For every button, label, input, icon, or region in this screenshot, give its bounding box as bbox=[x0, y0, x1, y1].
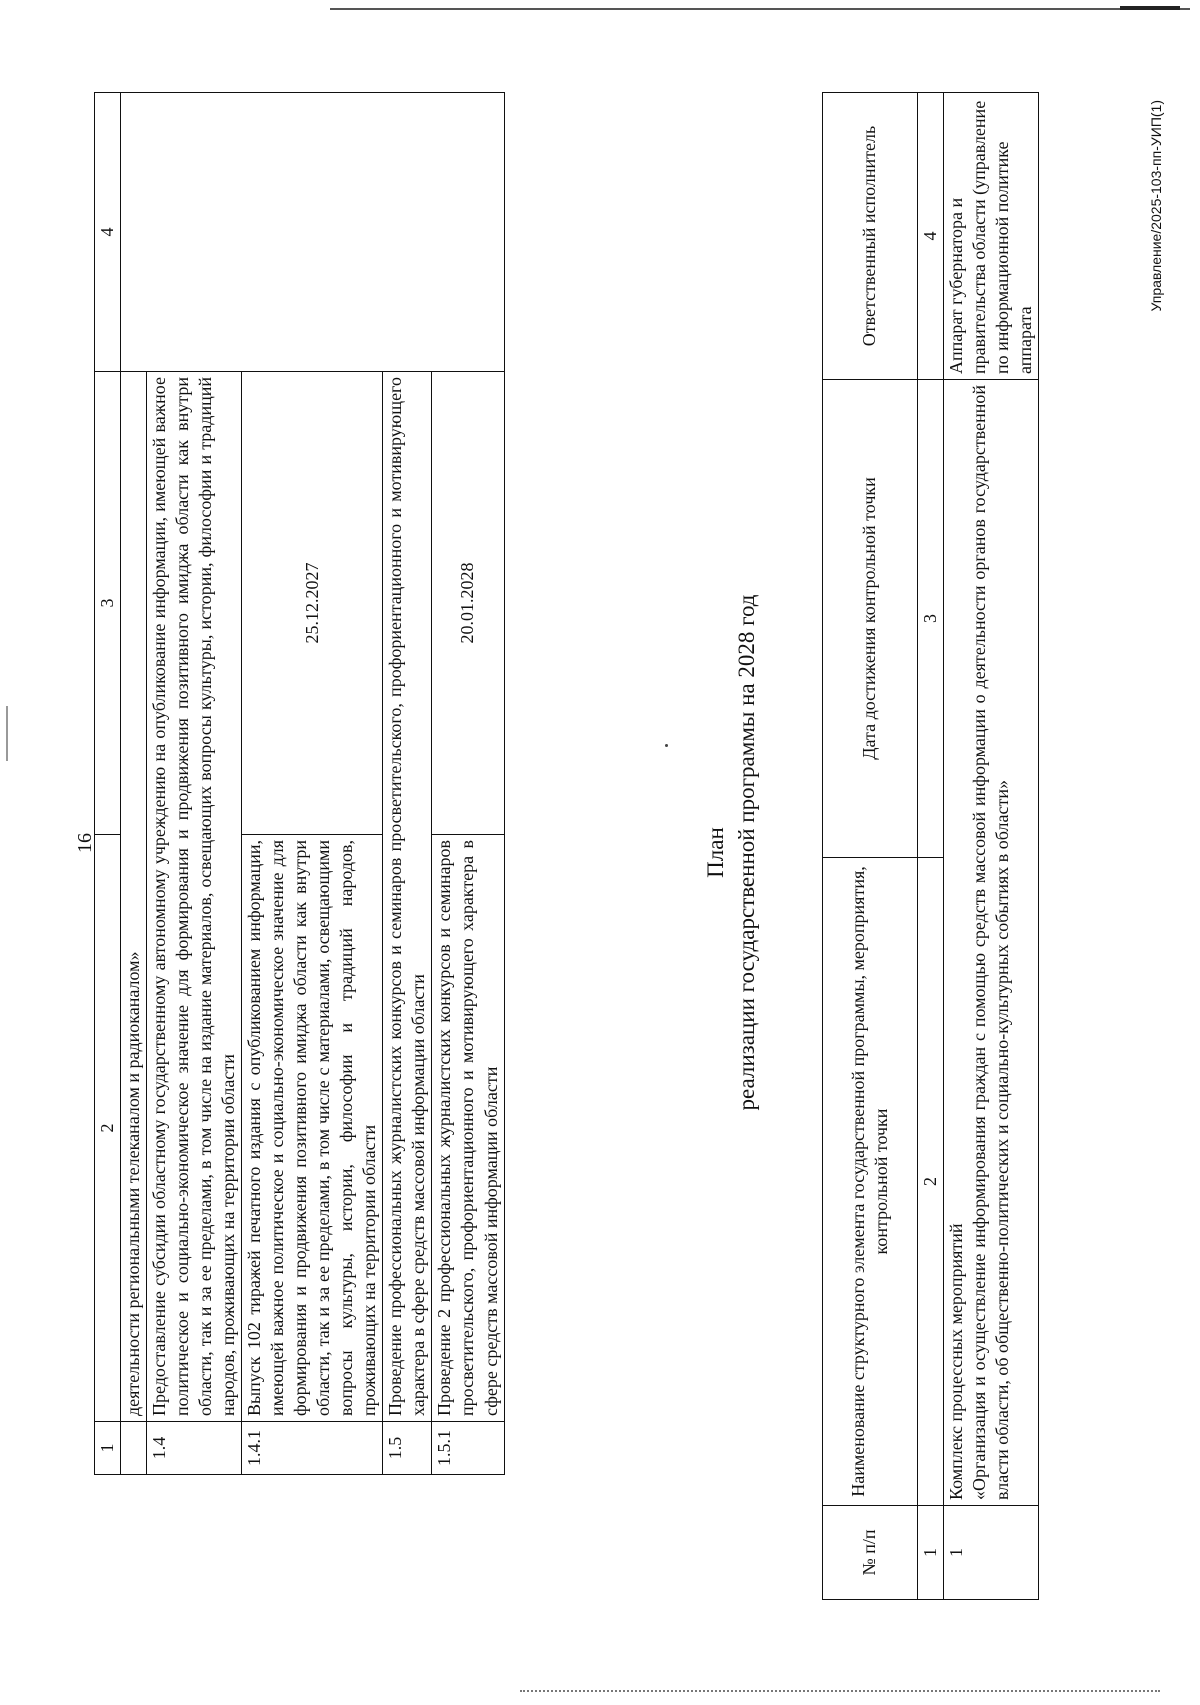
col-number: 4 bbox=[918, 93, 944, 380]
row-number: 1.5.1 bbox=[432, 1422, 504, 1475]
plan-table-2028 bbox=[822, 92, 1039, 1600]
table-row bbox=[944, 93, 1039, 1600]
measure-title: Комплекс процессных мероприятий bbox=[946, 1223, 967, 1500]
checkpoint-date: 20.01.2028 bbox=[432, 372, 504, 835]
row-number: 1.4.1 bbox=[242, 1422, 383, 1475]
plan-title: План bbox=[703, 827, 728, 878]
col-number: 2 bbox=[918, 858, 944, 1506]
row-number: 1.5 bbox=[383, 1422, 432, 1475]
col-number: 3 bbox=[918, 380, 944, 858]
row-number bbox=[121, 1422, 147, 1475]
page-number: 16 bbox=[74, 833, 96, 853]
column-number-row bbox=[95, 93, 121, 1475]
executor-text: Аппарат губернатора и правительства области (управление по информационной политике аппарата bbox=[944, 93, 1039, 380]
plan-subtitle: реализации государственной программы на 2028 год bbox=[734, 594, 760, 1111]
header-cell: Ответственный исполнитель bbox=[823, 93, 918, 380]
col-number: 1 bbox=[95, 1422, 121, 1475]
col-number: 1 bbox=[918, 1506, 944, 1600]
table-row bbox=[121, 93, 147, 1475]
header-cell: Дата достижения контрольной точки bbox=[823, 380, 918, 858]
header-cell: № п/п bbox=[823, 1506, 918, 1600]
column-number-row bbox=[918, 93, 944, 1600]
header-cell: Наименование структурного элемента государственной программы, мероприятия, контрольной точки bbox=[823, 858, 918, 1506]
milestones-table-2027 bbox=[94, 92, 505, 1475]
col-number: 2 bbox=[95, 835, 121, 1422]
checkpoint-date: 25.12.2027 bbox=[242, 372, 383, 835]
measure-text: Проведение профессиональных журналистских конкурсов и семинаров просветительского, профориентационного и мотивирующего характера в сфере средств массовой информации области bbox=[383, 372, 432, 1422]
executor-cell bbox=[121, 93, 505, 372]
checkpoint-text: Проведение 2 профессиональных журналистских конкурсов и семинаров просветительского, профориентационного и мотивирующего характера в сфере средств массовой информации области bbox=[432, 835, 504, 1422]
continuation-text: деятельности региональными телеканалом и радиоканалом» bbox=[121, 372, 147, 1422]
measure-text bbox=[944, 380, 1039, 1506]
row-number: 1.4 bbox=[147, 1422, 242, 1475]
measure-description: «Организация и осуществление информирования граждан с помощью средств массовой информации о деятельности органов государственной власти области, об общественно-политических и социально-культурных событиях в области» bbox=[969, 385, 1013, 1500]
row-number: 1 bbox=[944, 1506, 1039, 1600]
header-row bbox=[823, 93, 918, 1600]
measure-text: Предоставление субсидии областному государственному автономному учреждению на опубликование информации, имеющей важное политическое и социально-экономическое значение для формирования и продвижения позитивного имиджа области как внутри области, так и за ее пределами, в том числе на издание материалов, освещающих вопросы культуры, истории, философии и традиций народов, проживающих на территории области bbox=[147, 372, 242, 1422]
document-id: Управление/2025-103-пп-УИП(1) bbox=[1148, 100, 1164, 312]
col-number: 3 bbox=[95, 372, 121, 835]
col-number: 4 bbox=[95, 93, 121, 372]
checkpoint-text: Выпуск 102 тиражей печатного издания с опубликованием информации, имеющей важное политическое и социально-экономическое значение для формирования и продвижения позитивного имиджа области как внутри области, так и за ее пределами, в том числе с материалами, освещающими вопросы культуры, истории, философии и традиций народов, проживающих на территории области bbox=[242, 835, 383, 1422]
plan-title-block bbox=[700, 0, 762, 1705]
